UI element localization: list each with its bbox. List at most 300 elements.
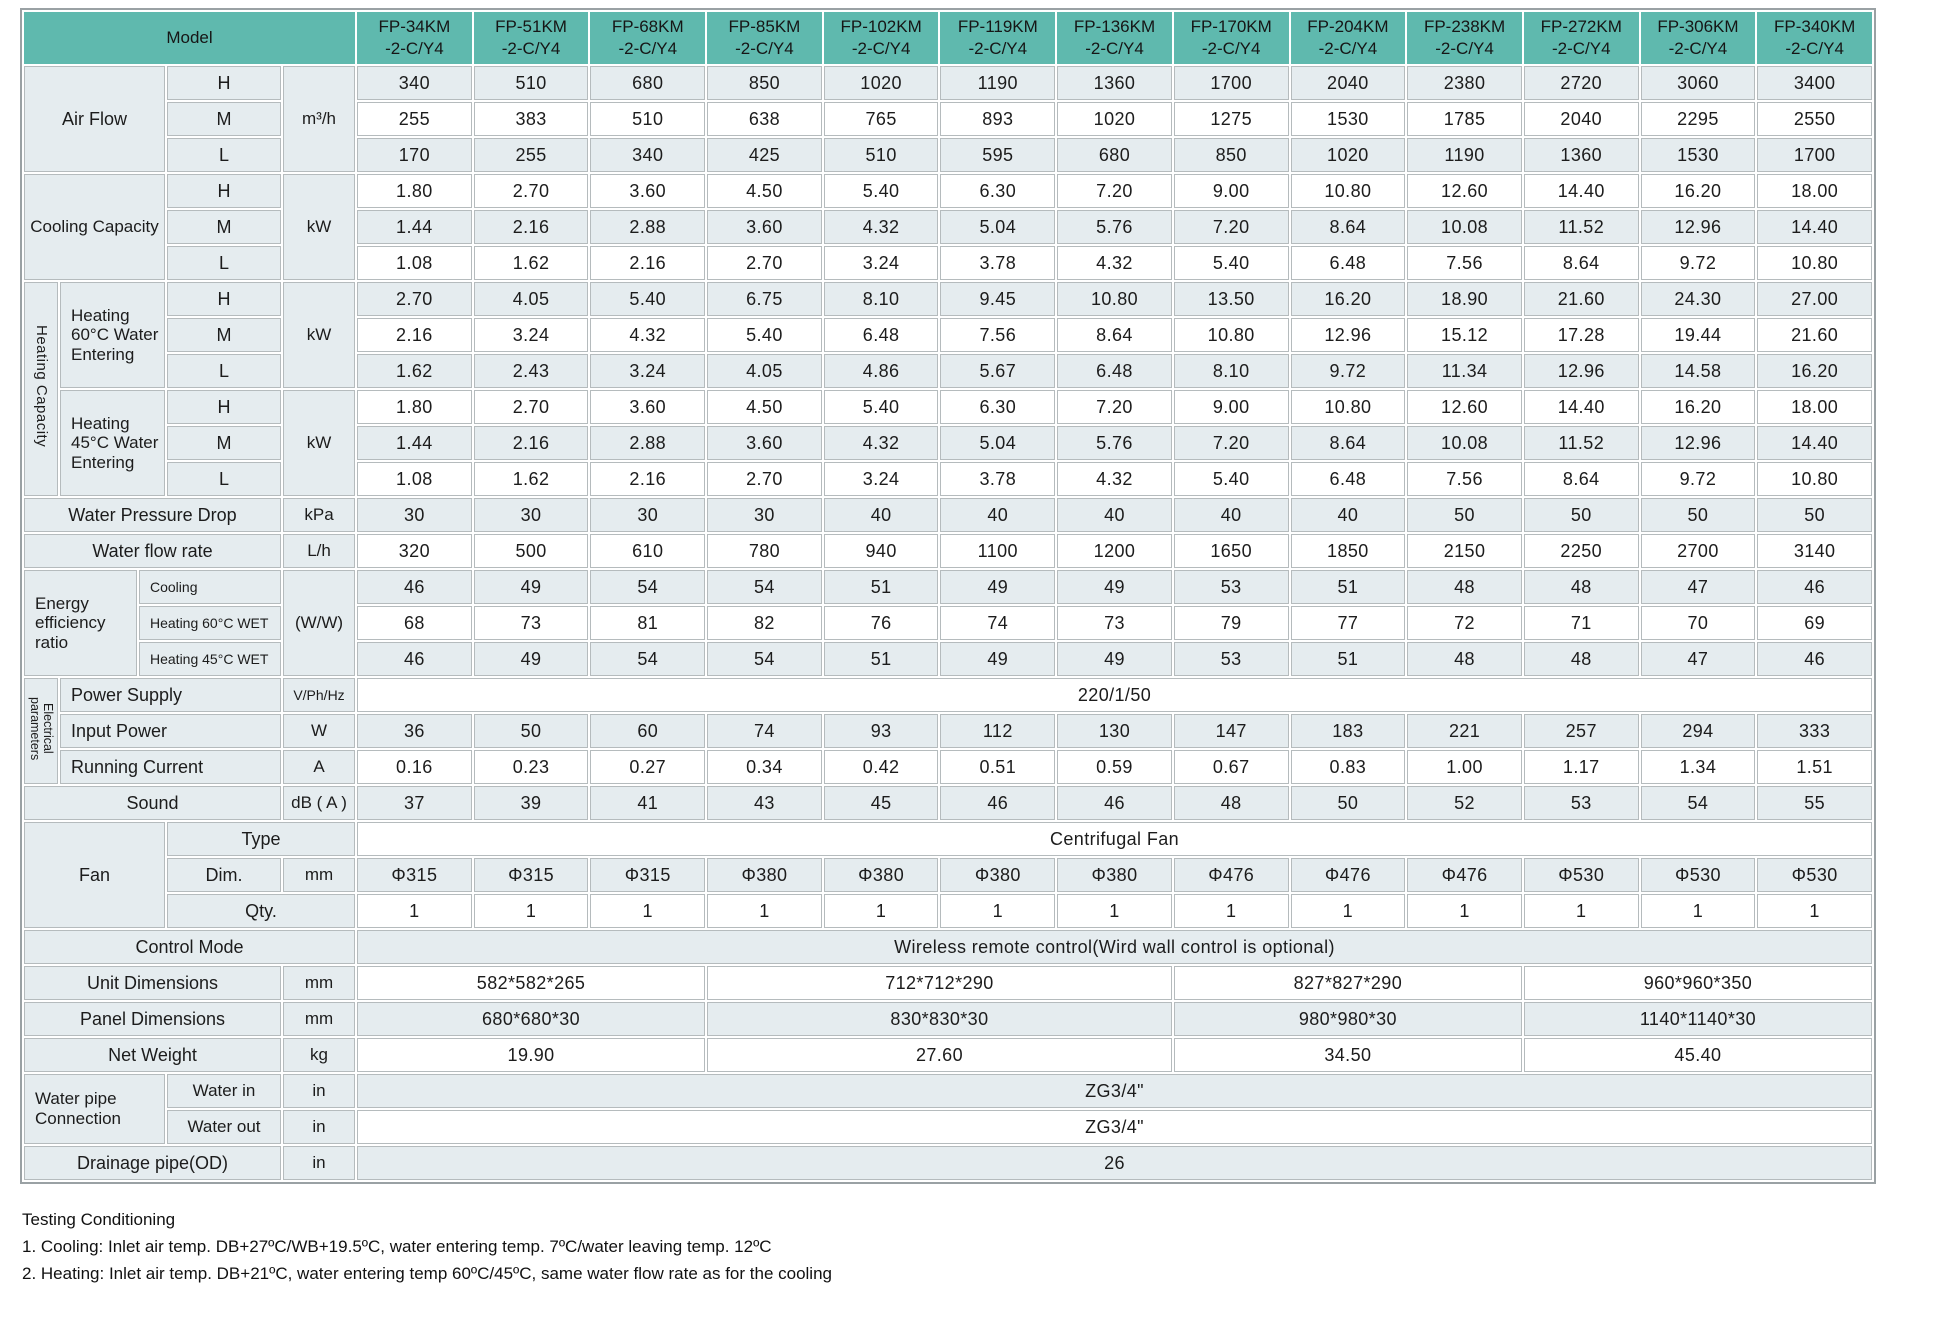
- notes-line-heating: 2. Heating: Inlet air temp. DB+21ºC, water entering temp 60ºC/45ºC, same water flow rate as for the cooling: [22, 1264, 832, 1284]
- heating45-h-value: 16.20: [1641, 390, 1756, 424]
- cooling-h-value: 1.80: [357, 174, 472, 208]
- heating60-l-value: 11.34: [1407, 354, 1522, 388]
- speed-m-label: M: [167, 210, 281, 244]
- running-current-value: 0.67: [1174, 750, 1289, 784]
- airflow-h-value: 680: [590, 66, 705, 100]
- airflow-m-value: 1530: [1291, 102, 1406, 136]
- table-row: [24, 282, 1872, 316]
- sound-value: 48: [1174, 786, 1289, 820]
- fan-qty-value: 1: [1057, 894, 1172, 928]
- fan-qty-value: 1: [1174, 894, 1289, 928]
- heating60-l-value: 9.72: [1291, 354, 1406, 388]
- running-current-value: 0.16: [357, 750, 472, 784]
- heating60-l-value: 12.96: [1524, 354, 1639, 388]
- heating60-h-value: 10.80: [1057, 282, 1172, 316]
- eer-heating45-value: 51: [824, 642, 939, 676]
- airflow-label: Air Flow: [24, 66, 165, 172]
- model-column-header: [357, 12, 472, 64]
- table-row: [24, 894, 1872, 928]
- airflow-m-value: 893: [940, 102, 1055, 136]
- eer-heating60-value: 79: [1174, 606, 1289, 640]
- cooling-m-value: 7.20: [1174, 210, 1289, 244]
- fan-dim-value: Φ315: [357, 858, 472, 892]
- airflow-m-value: 255: [357, 102, 472, 136]
- model-column-header: [1524, 12, 1639, 64]
- water-flow-rate-value: 2150: [1407, 534, 1522, 568]
- speed-l-label: L: [167, 246, 281, 280]
- fan-dim-value: Φ530: [1524, 858, 1639, 892]
- fan-qty-value: 1: [1291, 894, 1406, 928]
- input-power-label: Input Power: [60, 714, 281, 748]
- cooling-h-value: 6.30: [940, 174, 1055, 208]
- cooling-m-value: 4.32: [824, 210, 939, 244]
- heating60-h-value: 16.20: [1291, 282, 1406, 316]
- water-pressure-drop-value: 30: [474, 498, 589, 532]
- heating45-l-value: 10.80: [1757, 462, 1872, 496]
- model-column-header: [1174, 12, 1289, 64]
- control-mode-label: Control Mode: [24, 930, 355, 964]
- airflow-l-value: 680: [1057, 138, 1172, 172]
- sound-value: 39: [474, 786, 589, 820]
- heating60-l-value: 2.43: [474, 354, 589, 388]
- model-column-header: [1057, 12, 1172, 64]
- fan-qty-value: 1: [1524, 894, 1639, 928]
- airflow-l-value: 595: [940, 138, 1055, 172]
- cooling-l-value: 3.24: [824, 246, 939, 280]
- airflow-l-value: 510: [824, 138, 939, 172]
- airflow-h-value: 1190: [940, 66, 1055, 100]
- water-out-unit: in: [283, 1110, 355, 1144]
- cooling-m-value: 2.16: [474, 210, 589, 244]
- table-row: [24, 1002, 1872, 1036]
- model-name: FP-34KM: [378, 16, 451, 36]
- cooling-h-value: 5.40: [824, 174, 939, 208]
- net-weight-group-value: 27.60: [707, 1038, 1172, 1072]
- model-name: FP-170KM: [1190, 16, 1272, 36]
- airflow-h-value: 1020: [824, 66, 939, 100]
- eer-heating60-value: 68: [357, 606, 472, 640]
- table-row: [24, 1074, 1872, 1108]
- water-flow-rate-value: 940: [824, 534, 939, 568]
- heating60-m-value: 12.96: [1291, 318, 1406, 352]
- airflow-unit: m³/h: [283, 66, 355, 172]
- model-name: FP-272KM: [1540, 16, 1622, 36]
- cooling-m-value: 10.08: [1407, 210, 1522, 244]
- heating60-l-value: 4.86: [824, 354, 939, 388]
- fan-dim-value: Φ380: [824, 858, 939, 892]
- model-name: FP-102KM: [840, 16, 922, 36]
- speed-h-label: H: [167, 66, 281, 100]
- table-row: [24, 714, 1872, 748]
- model-column-header: [474, 12, 589, 64]
- eer-cooling-value: 51: [824, 570, 939, 604]
- airflow-l-value: 1190: [1407, 138, 1522, 172]
- airflow-h-value: 2040: [1291, 66, 1406, 100]
- control-mode-value: Wireless remote control(Wird wall control is optional): [357, 930, 1872, 964]
- running-current-value: 0.42: [824, 750, 939, 784]
- heating60-l-value: 3.24: [590, 354, 705, 388]
- cooling-m-value: 14.40: [1757, 210, 1872, 244]
- heating45-m-value: 8.64: [1291, 426, 1406, 460]
- drainage-unit: in: [283, 1146, 355, 1180]
- model-name: FP-51KM: [495, 16, 567, 36]
- running-current-value: 0.59: [1057, 750, 1172, 784]
- net-weight-group-value: 34.50: [1174, 1038, 1522, 1072]
- fan-dim-value: Φ530: [1757, 858, 1872, 892]
- heating-capacity-label-text: Heating Capacity: [32, 325, 50, 448]
- running-current-value: 1.34: [1641, 750, 1756, 784]
- table-row: [24, 966, 1872, 1000]
- eer-heating45-value: 46: [1757, 642, 1872, 676]
- heating45-h-value: 3.60: [590, 390, 705, 424]
- heating45-l-value: 1.08: [357, 462, 472, 496]
- water-pressure-drop-value: 50: [1524, 498, 1639, 532]
- heating45-l-value: 2.70: [707, 462, 822, 496]
- airflow-m-value: 1785: [1407, 102, 1522, 136]
- fan-qty-label: Qty.: [167, 894, 355, 928]
- heating60-h-value: 13.50: [1174, 282, 1289, 316]
- eer-heating45-value: 53: [1174, 642, 1289, 676]
- input-power-value: 147: [1174, 714, 1289, 748]
- fan-qty-value: 1: [474, 894, 589, 928]
- heating45-h-value: 1.80: [357, 390, 472, 424]
- heating60-l-value: 5.67: [940, 354, 1055, 388]
- airflow-l-value: 1020: [1291, 138, 1406, 172]
- wpd-unit: kPa: [283, 498, 355, 532]
- model-suffix: -2-C/Y4: [735, 39, 794, 58]
- model-column-header: [707, 12, 822, 64]
- cooling-l-value: 10.80: [1757, 246, 1872, 280]
- fan-qty-value: 1: [824, 894, 939, 928]
- heating45-l-value: 5.40: [1174, 462, 1289, 496]
- water-in-value: ZG3/4": [357, 1074, 1872, 1108]
- heating-capacity-label: [24, 282, 58, 496]
- water-in-label: Water in: [167, 1074, 281, 1108]
- eer-heating45-value: 49: [474, 642, 589, 676]
- input-power-unit: W: [283, 714, 355, 748]
- table-row: [24, 66, 1872, 100]
- electrical-parameters-label: [24, 678, 58, 784]
- heating60-m-value: 7.56: [940, 318, 1055, 352]
- input-power-value: 221: [1407, 714, 1522, 748]
- panel-dimensions-group-value: 1140*1140*30: [1524, 1002, 1872, 1036]
- input-power-value: 183: [1291, 714, 1406, 748]
- heating60-l-value: 1.62: [357, 354, 472, 388]
- power-supply-value: 220/1/50: [357, 678, 1872, 712]
- cooling-m-value: 5.04: [940, 210, 1055, 244]
- fan-dim-value: Φ315: [590, 858, 705, 892]
- heating45-h-value: 9.00: [1174, 390, 1289, 424]
- eer-cooling-value: 49: [940, 570, 1055, 604]
- fan-dim-label: Dim.: [167, 858, 281, 892]
- water-pipe-connection-label: Water pipe Connection: [24, 1074, 165, 1144]
- cooling-l-value: 8.64: [1524, 246, 1639, 280]
- unit-dimensions-unit: mm: [283, 966, 355, 1000]
- cooling-l-value: 1.08: [357, 246, 472, 280]
- testing-conditions-notes: [22, 1206, 1942, 1288]
- model-name: FP-85KM: [728, 16, 801, 36]
- model-name: FP-340KM: [1774, 16, 1856, 36]
- eer-heating60-value: 70: [1641, 606, 1756, 640]
- sound-label: Sound: [24, 786, 281, 820]
- airflow-h-value: 1700: [1174, 66, 1289, 100]
- heating60-m-value: 8.64: [1057, 318, 1172, 352]
- airflow-m-value: 383: [474, 102, 589, 136]
- eer-heating60-value: 73: [1057, 606, 1172, 640]
- panel-dimensions-group-value: 830*830*30: [707, 1002, 1172, 1036]
- power-supply-unit: V/Ph/Hz: [283, 678, 355, 712]
- eer-cooling-value: 49: [474, 570, 589, 604]
- heating60-label: Heating 60°C Water Entering: [60, 282, 165, 388]
- speed-m-label: M: [167, 426, 281, 460]
- fan-dim-value: Φ380: [1057, 858, 1172, 892]
- heating45-label: Heating 45°C Water Entering: [60, 390, 165, 496]
- unit-dimensions-group-value: 582*582*265: [357, 966, 705, 1000]
- model-suffix: -2-C/Y4: [1201, 39, 1261, 58]
- fan-qty-value: 1: [940, 894, 1055, 928]
- sound-value: 41: [590, 786, 705, 820]
- model-column-header: [1757, 12, 1872, 64]
- running-current-value: 0.51: [940, 750, 1055, 784]
- table-row: [24, 786, 1872, 820]
- water-flow-rate-value: 2250: [1524, 534, 1639, 568]
- eer-cooling-label: Cooling: [139, 570, 281, 604]
- heating60-m-value: 4.32: [590, 318, 705, 352]
- water-pressure-drop-value: 40: [824, 498, 939, 532]
- water-out-value: ZG3/4": [357, 1110, 1872, 1144]
- running-current-label: Running Current: [60, 750, 281, 784]
- running-current-value: 0.34: [707, 750, 822, 784]
- eer-heating60-value: 72: [1407, 606, 1522, 640]
- table-row: [24, 390, 1872, 424]
- airflow-l-value: 1530: [1641, 138, 1756, 172]
- heating60-h-value: 18.90: [1407, 282, 1522, 316]
- heating45-l-value: 3.78: [940, 462, 1055, 496]
- heating45-l-value: 6.48: [1291, 462, 1406, 496]
- water-pressure-drop-value: 30: [357, 498, 472, 532]
- table-row: [24, 174, 1872, 208]
- heating60-m-value: 6.48: [824, 318, 939, 352]
- net-weight-group-value: 19.90: [357, 1038, 705, 1072]
- airflow-l-value: 1700: [1757, 138, 1872, 172]
- eer-heating45-value: 49: [1057, 642, 1172, 676]
- model-column-header: [1641, 12, 1756, 64]
- heating60-l-value: 14.58: [1641, 354, 1756, 388]
- model-column-header: [590, 12, 705, 64]
- cooling-m-value: 5.76: [1057, 210, 1172, 244]
- input-power-value: 257: [1524, 714, 1639, 748]
- speed-h-label: H: [167, 174, 281, 208]
- unit-dimensions-group-value: 827*827*290: [1174, 966, 1522, 1000]
- electrical-parameters-label-text: Electrical parameters: [28, 696, 56, 761]
- heating45-h-value: 5.40: [824, 390, 939, 424]
- cooling-m-value: 12.96: [1641, 210, 1756, 244]
- cooling-h-value: 2.70: [474, 174, 589, 208]
- airflow-l-value: 255: [474, 138, 589, 172]
- sound-value: 50: [1291, 786, 1406, 820]
- cooling-m-value: 8.64: [1291, 210, 1406, 244]
- fan-dim-value: Φ530: [1641, 858, 1756, 892]
- airflow-m-value: 2295: [1641, 102, 1756, 136]
- speed-l-label: L: [167, 138, 281, 172]
- cooling-h-value: 7.20: [1057, 174, 1172, 208]
- panel-dimensions-unit: mm: [283, 1002, 355, 1036]
- eer-heating45-value: 49: [940, 642, 1055, 676]
- water-pressure-drop-value: 40: [1174, 498, 1289, 532]
- heating45-m-value: 5.76: [1057, 426, 1172, 460]
- airflow-m-value: 510: [590, 102, 705, 136]
- eer-label: Energy efficiency ratio: [24, 570, 137, 676]
- airflow-h-value: 3400: [1757, 66, 1872, 100]
- table-row: [24, 570, 1872, 604]
- wfr-unit: L/h: [283, 534, 355, 568]
- speed-h-label: H: [167, 390, 281, 424]
- heating45-m-value: 4.32: [824, 426, 939, 460]
- fan-qty-value: 1: [590, 894, 705, 928]
- model-suffix: -2-C/Y4: [1435, 39, 1494, 58]
- table-row: [24, 498, 1872, 532]
- table-row: [24, 930, 1872, 964]
- water-pressure-drop-value: 50: [1407, 498, 1522, 532]
- heating60-h-value: 9.45: [940, 282, 1055, 316]
- input-power-value: 333: [1757, 714, 1872, 748]
- eer-heating45-value: 51: [1291, 642, 1406, 676]
- cooling-l-value: 2.16: [590, 246, 705, 280]
- panel-dimensions-label: Panel Dimensions: [24, 1002, 281, 1036]
- sound-value: 45: [824, 786, 939, 820]
- sound-value: 43: [707, 786, 822, 820]
- heating60-l-value: 4.05: [707, 354, 822, 388]
- model-suffix: -2-C/Y4: [618, 39, 678, 58]
- water-pressure-drop-value: 40: [1291, 498, 1406, 532]
- model-name: FP-204KM: [1307, 16, 1389, 36]
- running-current-value: 1.00: [1407, 750, 1522, 784]
- cooling-l-value: 2.70: [707, 246, 822, 280]
- fan-qty-value: 1: [1757, 894, 1872, 928]
- cooling-l-value: 7.56: [1407, 246, 1522, 280]
- fan-dim-value: Φ315: [474, 858, 589, 892]
- water-flow-rate-value: 320: [357, 534, 472, 568]
- airflow-m-value: 2550: [1757, 102, 1872, 136]
- model-suffix: -2-C/Y4: [851, 39, 911, 58]
- eer-heating45-value: 54: [707, 642, 822, 676]
- heating60-h-value: 5.40: [590, 282, 705, 316]
- water-flow-rate-value: 780: [707, 534, 822, 568]
- airflow-h-value: 2720: [1524, 66, 1639, 100]
- eer-cooling-value: 49: [1057, 570, 1172, 604]
- model-suffix: -2-C/Y4: [1551, 39, 1611, 58]
- heating45-m-value: 11.52: [1524, 426, 1639, 460]
- cooling-h-value: 9.00: [1174, 174, 1289, 208]
- running-current-value: 1.17: [1524, 750, 1639, 784]
- cooling-h-value: 12.60: [1407, 174, 1522, 208]
- heating60-h-value: 2.70: [357, 282, 472, 316]
- heating45-l-value: 7.56: [1407, 462, 1522, 496]
- water-flow-rate-value: 1850: [1291, 534, 1406, 568]
- cooling-h-value: 18.00: [1757, 174, 1872, 208]
- water-pressure-drop-label: Water Pressure Drop: [24, 498, 281, 532]
- heating60-l-value: 6.48: [1057, 354, 1172, 388]
- eer-heating45-value: 48: [1524, 642, 1639, 676]
- fan-type-label: Type: [167, 822, 355, 856]
- fan-type-value: Centrifugal Fan: [357, 822, 1872, 856]
- model-suffix: -2-C/Y4: [501, 39, 561, 58]
- heating60-m-value: 10.80: [1174, 318, 1289, 352]
- airflow-l-value: 850: [1174, 138, 1289, 172]
- cooling-h-value: 10.80: [1291, 174, 1406, 208]
- heating45-m-value: 14.40: [1757, 426, 1872, 460]
- airflow-m-value: 765: [824, 102, 939, 136]
- airflow-h-value: 3060: [1641, 66, 1756, 100]
- running-current-value: 0.23: [474, 750, 589, 784]
- input-power-value: 294: [1641, 714, 1756, 748]
- eer-cooling-value: 54: [590, 570, 705, 604]
- heating60-m-value: 15.12: [1407, 318, 1522, 352]
- heating60-m-value: 17.28: [1524, 318, 1639, 352]
- eer-heating60-value: 69: [1757, 606, 1872, 640]
- water-flow-rate-value: 610: [590, 534, 705, 568]
- cooling-h-value: 16.20: [1641, 174, 1756, 208]
- model-column-header: [1407, 12, 1522, 64]
- fan-dim-unit: mm: [283, 858, 355, 892]
- heating45-l-value: 2.16: [590, 462, 705, 496]
- table-row: [24, 822, 1872, 856]
- fan-qty-value: 1: [1407, 894, 1522, 928]
- heating45-l-value: 9.72: [1641, 462, 1756, 496]
- water-pressure-drop-value: 50: [1641, 498, 1756, 532]
- model-name: FP-136KM: [1073, 16, 1156, 36]
- sound-value: 55: [1757, 786, 1872, 820]
- table-row: [24, 534, 1872, 568]
- water-out-label: Water out: [167, 1110, 281, 1144]
- net-weight-group-value: 45.40: [1524, 1038, 1872, 1072]
- eer-heating45-value: 47: [1641, 642, 1756, 676]
- eer-unit: (W/W): [283, 570, 355, 676]
- heating45-m-value: 1.44: [357, 426, 472, 460]
- heating45-unit: kW: [283, 390, 355, 496]
- input-power-value: 112: [940, 714, 1055, 748]
- drainage-pipe-value: 26: [357, 1146, 1872, 1180]
- unit-dimensions-label: Unit Dimensions: [24, 966, 281, 1000]
- notes-line-cooling: 1. Cooling: Inlet air temp. DB+27ºC/WB+19.5ºC, water entering temp. 7ºC/water leaving temp. 12ºC: [22, 1237, 772, 1257]
- running-current-value: 1.51: [1757, 750, 1872, 784]
- eer-heating60-value: 73: [474, 606, 589, 640]
- heating60-l-value: 8.10: [1174, 354, 1289, 388]
- model-column-header: [1291, 12, 1406, 64]
- water-pressure-drop-value: 30: [590, 498, 705, 532]
- heating45-m-value: 12.96: [1641, 426, 1756, 460]
- speed-m-label: M: [167, 102, 281, 136]
- fan-qty-value: 1: [357, 894, 472, 928]
- fan-dim-value: Φ380: [940, 858, 1055, 892]
- sound-value: 37: [357, 786, 472, 820]
- heating60-h-value: 21.60: [1524, 282, 1639, 316]
- airflow-l-value: 170: [357, 138, 472, 172]
- cooling-l-value: 1.62: [474, 246, 589, 280]
- input-power-value: 36: [357, 714, 472, 748]
- model-column-header: [940, 12, 1055, 64]
- airflow-m-value: 1275: [1174, 102, 1289, 136]
- cooling-m-value: 1.44: [357, 210, 472, 244]
- heating60-h-value: 24.30: [1641, 282, 1756, 316]
- airflow-l-value: 1360: [1524, 138, 1639, 172]
- airflow-l-value: 425: [707, 138, 822, 172]
- eer-cooling-value: 46: [1757, 570, 1872, 604]
- airflow-h-value: 1360: [1057, 66, 1172, 100]
- table-row: [24, 678, 1872, 712]
- eer-heating45-label: Heating 45°C WET: [139, 642, 281, 676]
- heating60-m-value: 19.44: [1641, 318, 1756, 352]
